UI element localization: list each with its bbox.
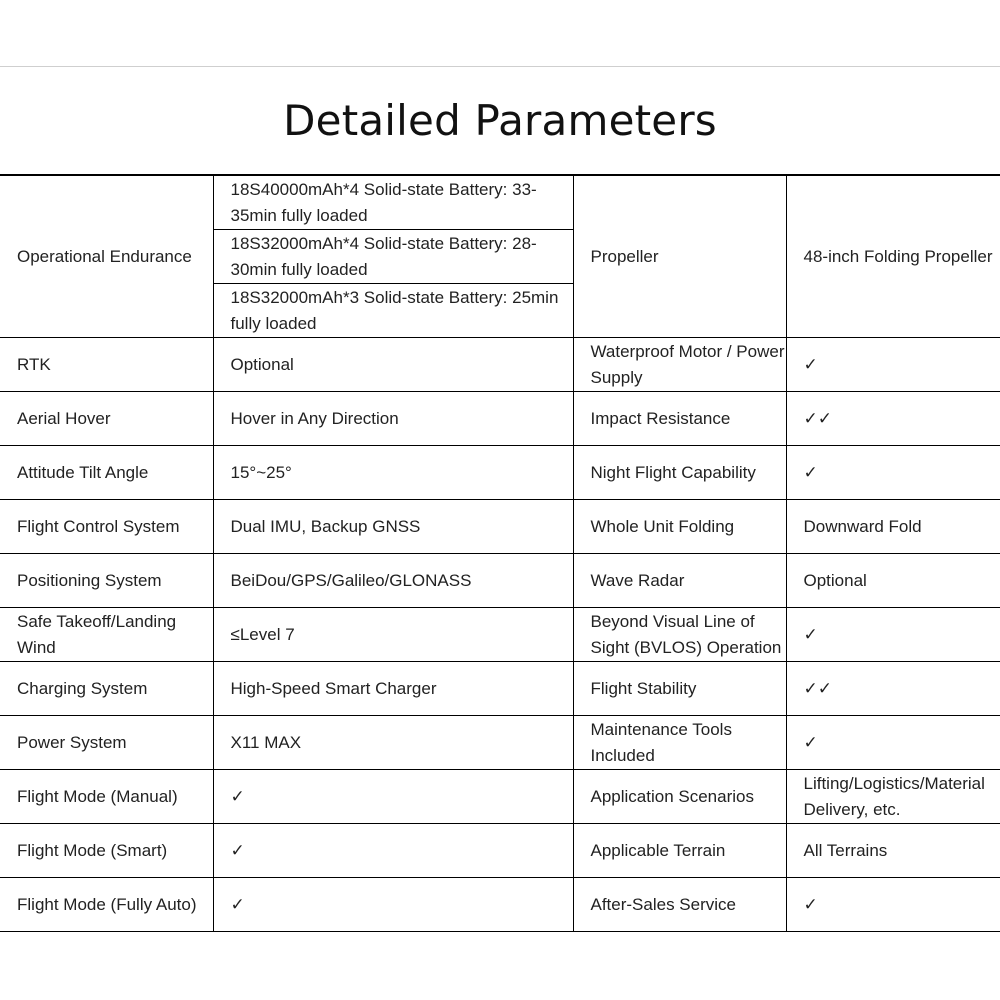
endurance-option-3: 18S32000mAh*3 Solid-state Battery: 25min fully loaded	[213, 284, 573, 338]
param-label: RTK	[0, 338, 213, 392]
table-row	[0, 824, 1000, 878]
parameters-sheet	[0, 66, 1000, 932]
param-value: Optional	[213, 338, 573, 392]
param-label: Flight Mode (Smart)	[0, 824, 213, 878]
param-value: ✓	[213, 824, 573, 878]
param-value: High-Speed Smart Charger	[213, 662, 573, 716]
table-row	[0, 770, 1000, 824]
table-row	[0, 392, 1000, 446]
table-row	[0, 878, 1000, 932]
param-value: ✓	[213, 770, 573, 824]
table-row	[0, 500, 1000, 554]
param-value: ≤Level 7	[213, 608, 573, 662]
param-label: Whole Unit Folding	[573, 500, 786, 554]
param-label: Wave Radar	[573, 554, 786, 608]
param-label: Aerial Hover	[0, 392, 213, 446]
param-value: BeiDou/GPS/Galileo/GLONASS	[213, 554, 573, 608]
param-value: ✓✓	[786, 662, 1000, 716]
param-label: Waterproof Motor / Power Supply	[573, 338, 786, 392]
table-row	[0, 554, 1000, 608]
table-row	[0, 446, 1000, 500]
param-value: ✓	[786, 716, 1000, 770]
param-label: Application Scenarios	[573, 770, 786, 824]
table-row	[0, 338, 1000, 392]
param-value: Optional	[786, 554, 1000, 608]
propeller-label: Propeller	[573, 176, 786, 338]
param-value: ✓	[786, 878, 1000, 932]
param-value: Hover in Any Direction	[213, 392, 573, 446]
param-value: ✓	[213, 878, 573, 932]
param-label: Positioning System	[0, 554, 213, 608]
table-row-endurance	[0, 176, 1000, 230]
param-value: X11 MAX	[213, 716, 573, 770]
endurance-option-2: 18S32000mAh*4 Solid-state Battery: 28-30min fully loaded	[213, 230, 573, 284]
param-label: Beyond Visual Line of Sight (BVLOS) Operation	[573, 608, 786, 662]
param-label: Safe Takeoff/Landing Wind	[0, 608, 213, 662]
param-label: Maintenance Tools Included	[573, 716, 786, 770]
table-row	[0, 662, 1000, 716]
param-label: Flight Mode (Fully Auto)	[0, 878, 213, 932]
param-value: Lifting/Logistics/Material Delivery, etc.	[786, 770, 1000, 824]
endurance-label: Operational Endurance	[0, 176, 213, 338]
param-label: Flight Control System	[0, 500, 213, 554]
param-value: All Terrains	[786, 824, 1000, 878]
param-value: ✓	[786, 608, 1000, 662]
page-title: Detailed Parameters	[283, 96, 717, 145]
param-label: Applicable Terrain	[573, 824, 786, 878]
param-value: ✓✓	[786, 392, 1000, 446]
param-label: Night Flight Capability	[573, 446, 786, 500]
title-box	[0, 67, 1000, 175]
table-row	[0, 716, 1000, 770]
table-row	[0, 608, 1000, 662]
endurance-option-1: 18S40000mAh*4 Solid-state Battery: 33-35min fully loaded	[213, 176, 573, 230]
param-value: Downward Fold	[786, 500, 1000, 554]
param-label: Flight Stability	[573, 662, 786, 716]
param-value: ✓	[786, 446, 1000, 500]
param-value: 15°~25°	[213, 446, 573, 500]
parameters-table	[0, 175, 1000, 932]
param-label: Flight Mode (Manual)	[0, 770, 213, 824]
param-value: ✓	[786, 338, 1000, 392]
param-label: Impact Resistance	[573, 392, 786, 446]
param-label: Power System	[0, 716, 213, 770]
param-label: Attitude Tilt Angle	[0, 446, 213, 500]
param-value: Dual IMU, Backup GNSS	[213, 500, 573, 554]
propeller-value: 48-inch Folding Propeller	[786, 176, 1000, 338]
param-label: After-Sales Service	[573, 878, 786, 932]
param-label: Charging System	[0, 662, 213, 716]
